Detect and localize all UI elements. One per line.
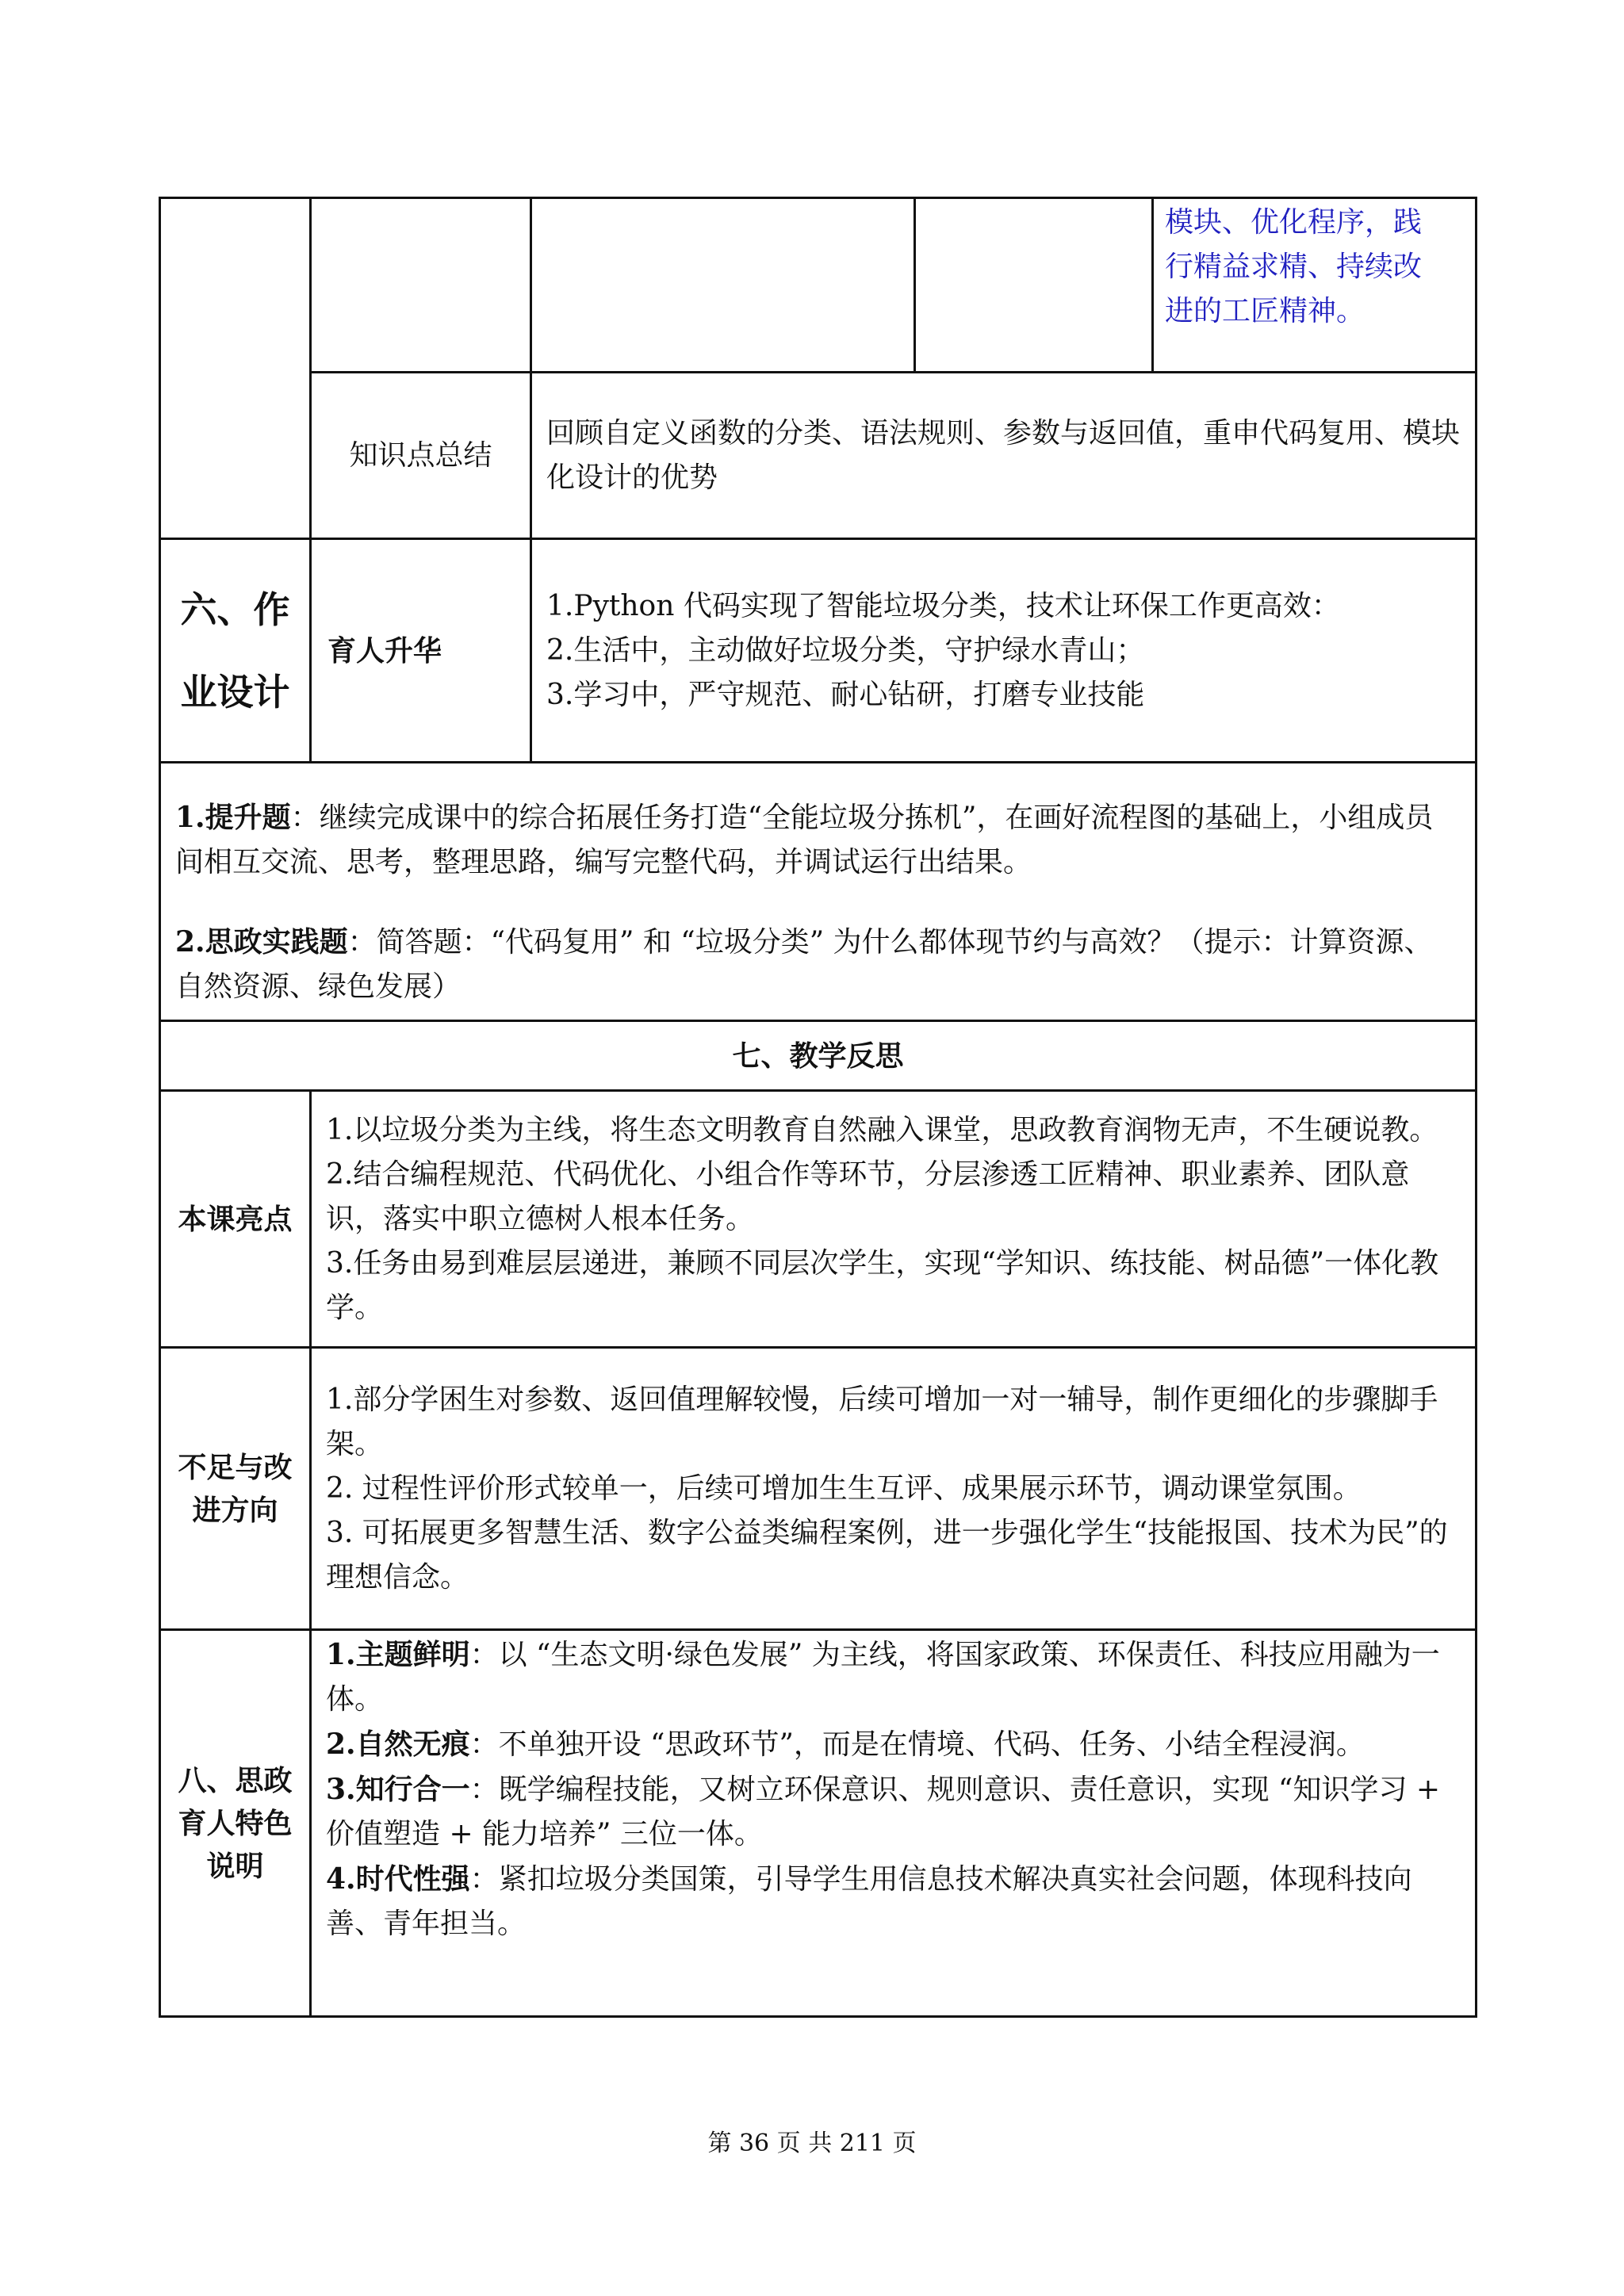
homework-row [160,539,1477,763]
feature-text: ：紧扣垃圾分类国策，引导学生用信息技术解决真实社会问题，体现科技向善、青年担当。 [326,1863,1412,1940]
feature-head: 2.自然无痕 [326,1728,470,1761]
feature-item [326,1857,1461,1946]
empty-cell [311,198,531,373]
assignment-label: 1.提升题 [175,801,291,834]
assignments-content [160,763,1477,1021]
sublimation-line: 2.生活中，主动做好垃圾分类，守护绿水青山； [546,633,1145,667]
feature-head: 1.主题鲜明 [326,1638,470,1671]
empty-section-cell [160,198,311,539]
assignment-label: 2.思政实践题 [175,925,348,959]
section-title-line: 六、作 [180,587,290,631]
improvement-content [311,1348,1477,1630]
improvement-item: 1.部分学困生对参数、返回值理解较慢，后续可增加一对一辅导，制作更细化的步骤脚手架。 [326,1383,1438,1460]
empty-cell [915,198,1153,373]
assignment-item [175,795,1461,885]
sublimation-line: 3.学习中，严守规范、耐心钻研，打磨专业技能 [546,678,1145,711]
assignment-text: ：简答题：“代码复用” 和 “垃圾分类” 为什么都体现节约与高效？（提示：计算资源、自然资源、绿色发展） [175,926,1433,1003]
feature-text: ：不单独开设 “思政环节”，而是在情境、代码、任务、小结全程浸润。 [469,1728,1365,1761]
sublimation-line: 1.Python 代码实现了智能垃圾分类，技术让环保工作更高效： [546,589,1340,622]
highlights-label: 本课亮点 [160,1091,311,1348]
reflection-title-row [160,1021,1477,1091]
highlights-content [311,1091,1477,1348]
section-title-line: 业设计 [180,670,290,714]
summary-label: 知识点总结 [311,373,531,539]
improvement-row [160,1348,1477,1630]
note-line: 行精益求精、持续改 [1165,251,1423,283]
summary-content: 回顾自定义函数的分类、语法规则、参数与返回值，重申代码复用、模块化设计的优势 [531,373,1477,539]
features-content [311,1630,1477,2017]
improvement-item: 3. 可拓展更多智慧生活、数字公益类编程案例，进一步强化学生“技能报国、技术为民”的理想信念。 [326,1516,1448,1594]
empty-cell [531,198,915,373]
feature-text: ：既学编程技能，又树立环保意识、规则意识、责任意识，实现 “知识学习 + 价值塑造 + 能力培养” 三位一体。 [326,1774,1441,1850]
highlight-item: 1.以垃圾分类为主线，将生态文明教育自然融入课堂，思政教育润物无声，不生硬说教。 [326,1113,1438,1146]
assignments-row [160,763,1477,1021]
feature-head: 3.知行合一 [326,1773,470,1806]
highlights-row [160,1091,1477,1348]
craftsman-note [1153,198,1477,373]
education-sublimation-label: 育人升华 [311,539,531,763]
note-line: 模块、优化程序，践 [1165,206,1423,239]
assignment-text: ：继续完成课中的综合拓展任务打造“全能垃圾分拣机”，在画好流程图的基础上，小组成员间相互交流、思考，整理思路，编写完整代码，并调试运行出结果。 [175,802,1434,878]
features-row [160,1630,1477,2017]
note-line: 进的工匠精神。 [1165,295,1365,327]
feature-text: ：以 “生态文明·绿色发展” 为主线，将国家政策、环保责任、科技应用融为一体。 [326,1639,1440,1716]
summary-row [160,373,1477,539]
improvement-label: 不足与改进方向 [160,1348,311,1630]
page-footer: 第 36 页 共 211 页 [707,2130,917,2157]
feature-item [326,1722,1461,1767]
features-label: 八、思政育人特色说明 [160,1630,311,2017]
reflection-title: 七、教学反思 [160,1021,1477,1091]
feature-item [326,1767,1461,1857]
feature-item [326,1632,1461,1722]
education-sublimation-content [531,539,1477,763]
feature-head: 4.时代性强 [326,1862,470,1896]
homework-section-title [160,539,311,763]
assignment-item [175,920,1461,1009]
lesson-plan-table [159,197,1477,2018]
continuation-row [160,198,1477,373]
highlight-item: 2.结合编程规范、代码优化、小组合作等环节，分层渗透工匠精神、职业素养、团队意识，落实中职立德树人根本任务。 [326,1158,1410,1235]
highlight-item: 3.任务由易到难层层递进，兼顾不同层次学生，实现“学知识、练技能、树品德”一体化教学。 [326,1246,1439,1324]
improvement-item: 2. 过程性评价形式较单一，后续可增加生生互评、成果展示环节，调动课堂氛围。 [326,1471,1362,1505]
